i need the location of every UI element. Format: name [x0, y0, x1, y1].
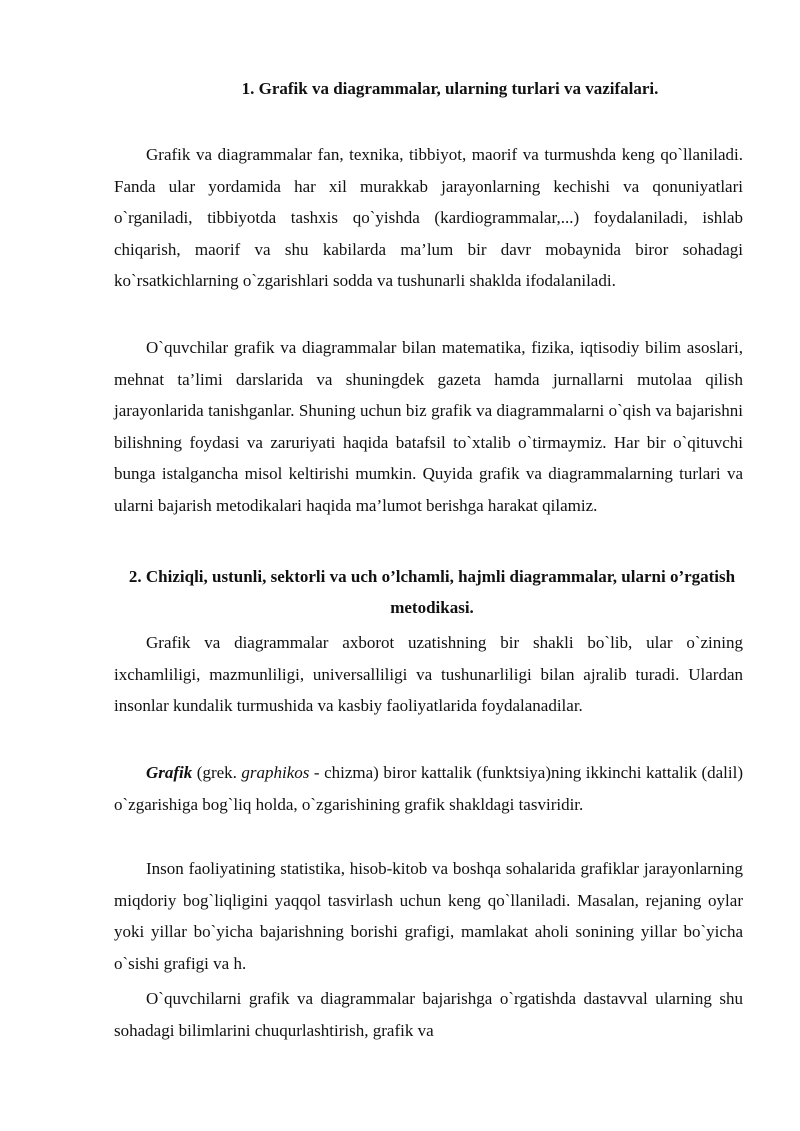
section-heading-2: 2. Chiziqli, ustunli, sektorli va uch o’lchamli, hajmli diagrammalar, ularni o’rgatish metodikasi. [128, 567, 736, 617]
section-heading-1: 1. Grafik va diagrammalar, ularning turlari va vazifalari. [241, 79, 659, 98]
greek-word: graphikos [241, 763, 310, 782]
paragraph-teaching: O`quvchilarni grafik va diagrammalar bajarishga o`rgatishda dastavval ularning shu sohadagi bilimlarini chuqurlashtirish, grafik va [114, 989, 743, 1040]
paragraph-graph-definition [114, 757, 743, 820]
paragraph-information-form: Grafik va diagrammalar axborot uzatishning bir shakli bo`lib, ular o`zining ixchamliligi, mazmunliligi, universalliligi va tushunarliligi bilan ajralib turadi. Ulardan insonlar kundalik turmushida va kasbiy faoliyatlarida foydalanadilar. [114, 633, 743, 715]
definition-part-2: - chizma) biror kattalik (funktsiya)ning ikkinchi kattalik (dalil) o`zgarishiga bog`liq holda, o`zgarishining grafik shakldagi tasviridir. [114, 763, 743, 814]
paragraph-students: O`quvchilar grafik va diagrammalar bilan matematika, fizika, iqtisodiy bilim asoslari, mehnat ta’limi darslarida va shuningdek gazeta hamda jurnallarni mutolaa qilish jarayonlarida tanishganlar. Shuning uchun biz grafik va diagrammalarni o`qish va bajarishni bilishning foydasi va zaruriyati haqida batafsil to`xtalib o`tirmaymiz. Har bir o`qituvchi bunga istalgancha misol keltirishi mumkin. Quyida grafik va diagrammalarning turlari va ularni bajarish metodikalari haqida ma’lumot berishga harakat qilamiz. [114, 338, 743, 515]
definition-part-1: (grek. [192, 763, 242, 782]
paragraph-statistics: Inson faoliyatining statistika, hisob-kitob va boshqa sohalarida grafiklar jarayonlarning miqdoriy bog`liqligini yaqqol tasvirlash uchun keng qo`llaniladi. Masalan, rejaning oylar yoki yillar bo`yicha bajarishning borishi grafigi, mamlakat aholi sonining yillar bo`yicha o`sishi grafigi va h. [114, 859, 743, 973]
term-grafik: Grafik [146, 763, 193, 782]
paragraph-usage: Grafik va diagrammalar fan, texnika, tibbiyot, maorif va turmushda keng qo`llaniladi. Fanda ular yordamida har xil murakkab jarayonlarning kechishi va qonuniyatlari o`rganiladi, tibbiyotda tashxis qo`yishda (kardiogrammalar,...) foydalaniladi, ishlab chiqarish, maorif va shu kabilarda ma’lum bir davr mobaynida biror sohadagi ko`rsatkichlarning o`zgarishlari sodda va tushunarli shaklda ifodalaniladi. [114, 145, 743, 290]
